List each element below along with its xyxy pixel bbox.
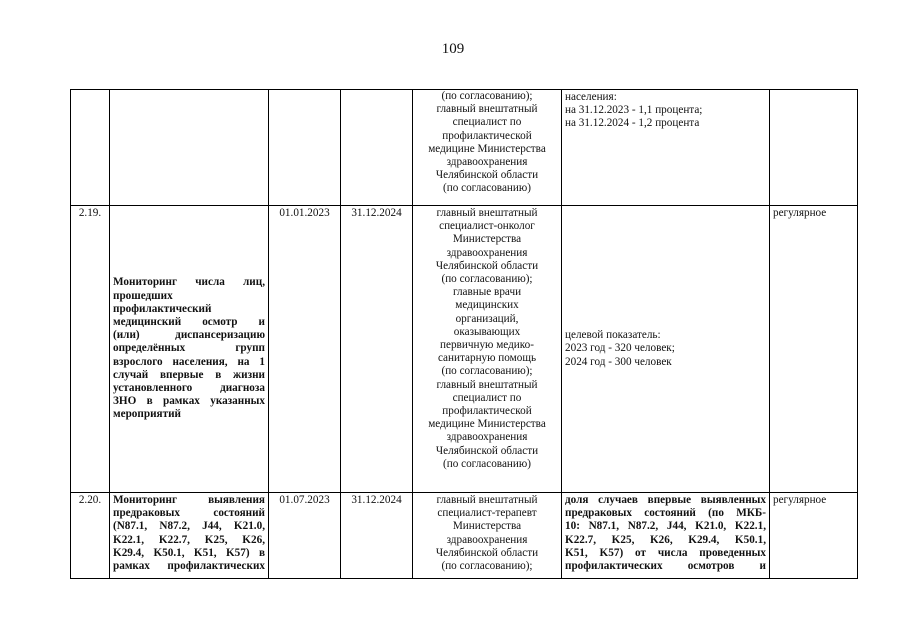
responsible-line: специалист-терапевт <box>437 507 537 520</box>
responsible-line: главный внештатный <box>436 494 538 506</box>
end-date-cell <box>341 90 413 206</box>
responsible-line: главный внештатный <box>436 207 538 219</box>
event-line: ЗНО в рамках указанных <box>113 395 265 408</box>
event-line: K29.4, K50.1, K51, K57) в <box>113 546 265 559</box>
responsible-line: здравоохранения <box>446 431 528 444</box>
responsible-line: здравоохранения <box>446 246 528 259</box>
table-row <box>71 493 858 579</box>
end-date-cell: 31.12.2024 <box>341 206 413 493</box>
indicator-line: на 31.12.2023 - 1,1 процента; <box>565 104 703 117</box>
page-number: 109 <box>441 41 465 57</box>
responsible-cell <box>413 90 562 206</box>
responsible-line: Челябинской области <box>435 546 539 559</box>
responsible-line: специалист по <box>452 116 522 129</box>
event-cell <box>110 493 269 579</box>
indicator-cell <box>562 90 770 206</box>
responsible-cell <box>413 493 562 579</box>
indicator-line: 2023 год - 320 человек; <box>565 342 675 355</box>
responsible-line: здравоохранения <box>446 156 528 169</box>
type-cell: регулярное <box>770 493 858 579</box>
responsible-line: специалист-онколог <box>439 220 535 233</box>
responsible-line: медицинских <box>455 299 519 312</box>
indicator-line: доля случаев впервые выявленных <box>565 494 766 506</box>
responsible-line: организаций, <box>455 312 519 325</box>
responsible-line: Министерства <box>452 520 522 533</box>
indicator-line: профилактических осмотров и <box>565 560 766 573</box>
responsible-line: главный внештатный <box>436 378 538 391</box>
indicator-cell <box>562 206 770 493</box>
responsible-line: Челябинской области <box>435 259 539 272</box>
event-line: профилактический <box>113 302 212 315</box>
responsible-line: специалист по <box>452 391 522 404</box>
row-number-cell: 2.19. <box>71 206 110 493</box>
event-line: медицинский осмотр и <box>113 315 265 328</box>
indicator-line: на 31.12.2024 - 1,2 процента <box>565 117 700 130</box>
event-cell <box>110 90 269 206</box>
responsible-line: медицине Министерства <box>428 142 546 155</box>
row-number-cell <box>71 90 110 206</box>
event-line: взрослого населения, на 1 <box>113 355 265 368</box>
end-date-cell: 31.12.2024 <box>341 493 413 579</box>
responsible-line: профилактической <box>442 129 532 142</box>
row-number-cell: 2.20. <box>71 493 110 579</box>
responsible-line: медицине Министерства <box>428 418 546 431</box>
event-line: случай впервые в жизни <box>113 368 265 381</box>
event-line: Мониторинг выявления <box>113 494 265 506</box>
table-row <box>71 90 858 206</box>
event-line: прошедших <box>113 289 173 302</box>
plan-table <box>70 89 858 579</box>
responsible-line: Министерства <box>452 233 522 246</box>
event-line: предраковых состояний <box>113 507 265 520</box>
responsible-line: санитарную помощь <box>437 352 537 365</box>
indicator-line: населения: <box>565 91 617 103</box>
indicator-line: целевой показатель: <box>565 329 661 342</box>
event-line: установленного диагноза <box>113 382 265 394</box>
event-line: (N87.1, N87.2, J44, K21.0, <box>113 520 265 533</box>
responsible-line: (по согласованию) <box>443 182 531 195</box>
start-date-cell <box>269 90 341 206</box>
start-date-cell: 01.01.2023 <box>269 206 341 493</box>
responsible-cell <box>413 206 562 493</box>
indicator-line: 10: N87.1, N87.2, J44, K21.0, K22.1, <box>565 520 766 533</box>
indicator-line: K22.7, K25, K26, K29.4, K50.1, <box>565 533 766 546</box>
responsible-line: (по согласованию) <box>443 457 531 470</box>
indicator-cell <box>562 493 770 579</box>
event-line: K22.1, K22.7, K25, K26, <box>113 533 265 546</box>
responsible-line: первичную медико- <box>440 339 534 352</box>
type-cell: регулярное <box>770 206 858 493</box>
responsible-line: (по согласованию); <box>441 365 533 378</box>
event-line: определённых групп <box>113 342 265 355</box>
indicator-line: 2024 год - 300 человек <box>565 355 672 368</box>
event-line: Мониторинг числа лиц, <box>113 276 265 289</box>
responsible-line: главные врачи <box>452 286 522 299</box>
responsible-line: (по согласованию); <box>441 90 533 102</box>
responsible-line: (по согласованию); <box>441 273 533 286</box>
responsible-line: профилактической <box>442 405 532 418</box>
type-cell <box>770 90 858 206</box>
event-cell <box>110 206 269 493</box>
responsible-line: здравоохранения <box>446 533 528 546</box>
responsible-line: Челябинской области <box>435 169 539 182</box>
indicator-line: предраковых состояний (по МКБ- <box>565 507 766 520</box>
responsible-line: оказывающих <box>453 325 521 338</box>
responsible-line: (по согласованию); <box>441 560 533 573</box>
responsible-line: главный внештатный <box>436 103 538 116</box>
event-line: мероприятий <box>113 408 181 421</box>
table-row <box>71 206 858 493</box>
indicator-line: K51, K57) от числа проведенных <box>565 546 766 559</box>
start-date-cell: 01.07.2023 <box>269 493 341 579</box>
event-line: (или) диспансеризацию <box>113 329 265 342</box>
responsible-line: Челябинской области <box>435 444 539 457</box>
event-line: рамках профилактических <box>113 560 265 573</box>
